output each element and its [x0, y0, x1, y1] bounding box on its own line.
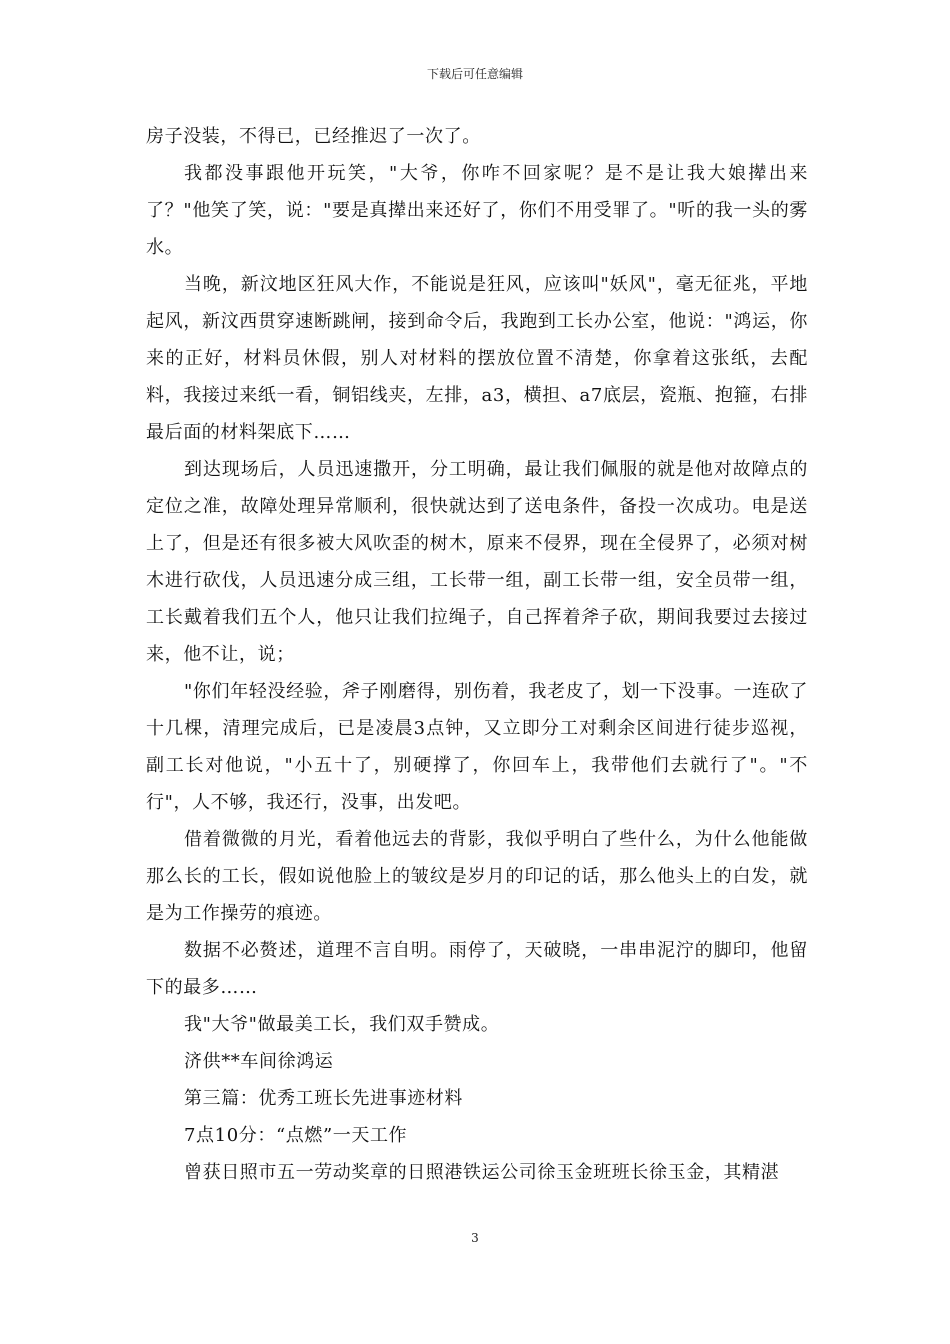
page-header: 下载后可任意编辑 [426, 67, 523, 81]
paragraph: 到达现场后，人员迅速撒开，分工明确，最让我们佩服的就是他对故障点的定位之准，故障处理异常顺利，很快就达到了送电条件，备投一次成功。电是送上了，但是还有很多被大风吹歪的树木，原来不侵界，现在全侵界了，必须对树木进行砍伐，人员迅速分成三组，工长带一组，副工长带一组，安全员带一组，工长戴着我们五个人，他只让我们拉绳子，自己挥着斧子砍，期间我要过去接过来，他不让，说； [146, 459, 808, 665]
paragraph: 借着微微的月光，看着他远去的背影，我似乎明白了些什么，为什么他能做那么长的工长，假如说他脸上的皱纹是岁月的印记的话，那么他头上的白发，就是为工作操劳的痕迹。 [146, 829, 808, 924]
document-body [146, 118, 808, 1191]
paragraph: 当晚，新汶地区狂风大作，不能说是狂风，应该叫"妖风"，毫无征兆，平地起风，新汶西贯穿速断跳闸，接到命令后，我跑到工长办公室，他说："鸿运，你来的正好，材料员休假，别人对材料的摆放位置不清楚，你拿着这张纸，去配料，我接过来纸一看，铜铝线夹，左排，a3，横担、a7底层，瓷瓶、抱箍，右排最后面的材料架底下…… [146, 274, 808, 443]
paragraph: 房子没装，不得已，已经推迟了一次了。 [146, 126, 481, 147]
subsection-heading: 7点10分：“点燃”一天工作 [184, 1125, 408, 1146]
author-line: 济供**车间徐鸿运 [184, 1051, 334, 1072]
paragraph: 曾获日照市五一劳动奖章的日照港铁运公司徐玉金班班长徐玉金，其精湛 [184, 1162, 780, 1183]
paragraph: 我"大爷"做最美工长，我们双手赞成。 [184, 1014, 500, 1035]
section-heading: 第三篇：优秀工班长先进事迹材料 [184, 1088, 463, 1109]
paragraph: 我都没事跟他开玩笑，"大爷，你咋不回家呢？是不是让我大娘撵出来了？"他笑了笑，说："要是真撵出来还好了，你们不用受罪了。"听的我一头的雾水。 [146, 163, 808, 258]
paragraph: "你们年轻没经验，斧子刚磨得，别伤着，我老皮了，划一下没事。一连砍了十几棵，清理完成后，已是凌晨3点钟，又立即分工对剩余区间进行徒步巡视，副工长对他说，"小五十了，别硬撑了，你回车上，我带他们去就行了"。"不行"，人不够，我还行，没事，出发吧。 [146, 681, 808, 813]
page-number: 3 [471, 1231, 479, 1245]
paragraph: 数据不必赘述，道理不言自明。雨停了，天破晓，一串串泥泞的脚印，他留下的最多…… [146, 940, 808, 998]
